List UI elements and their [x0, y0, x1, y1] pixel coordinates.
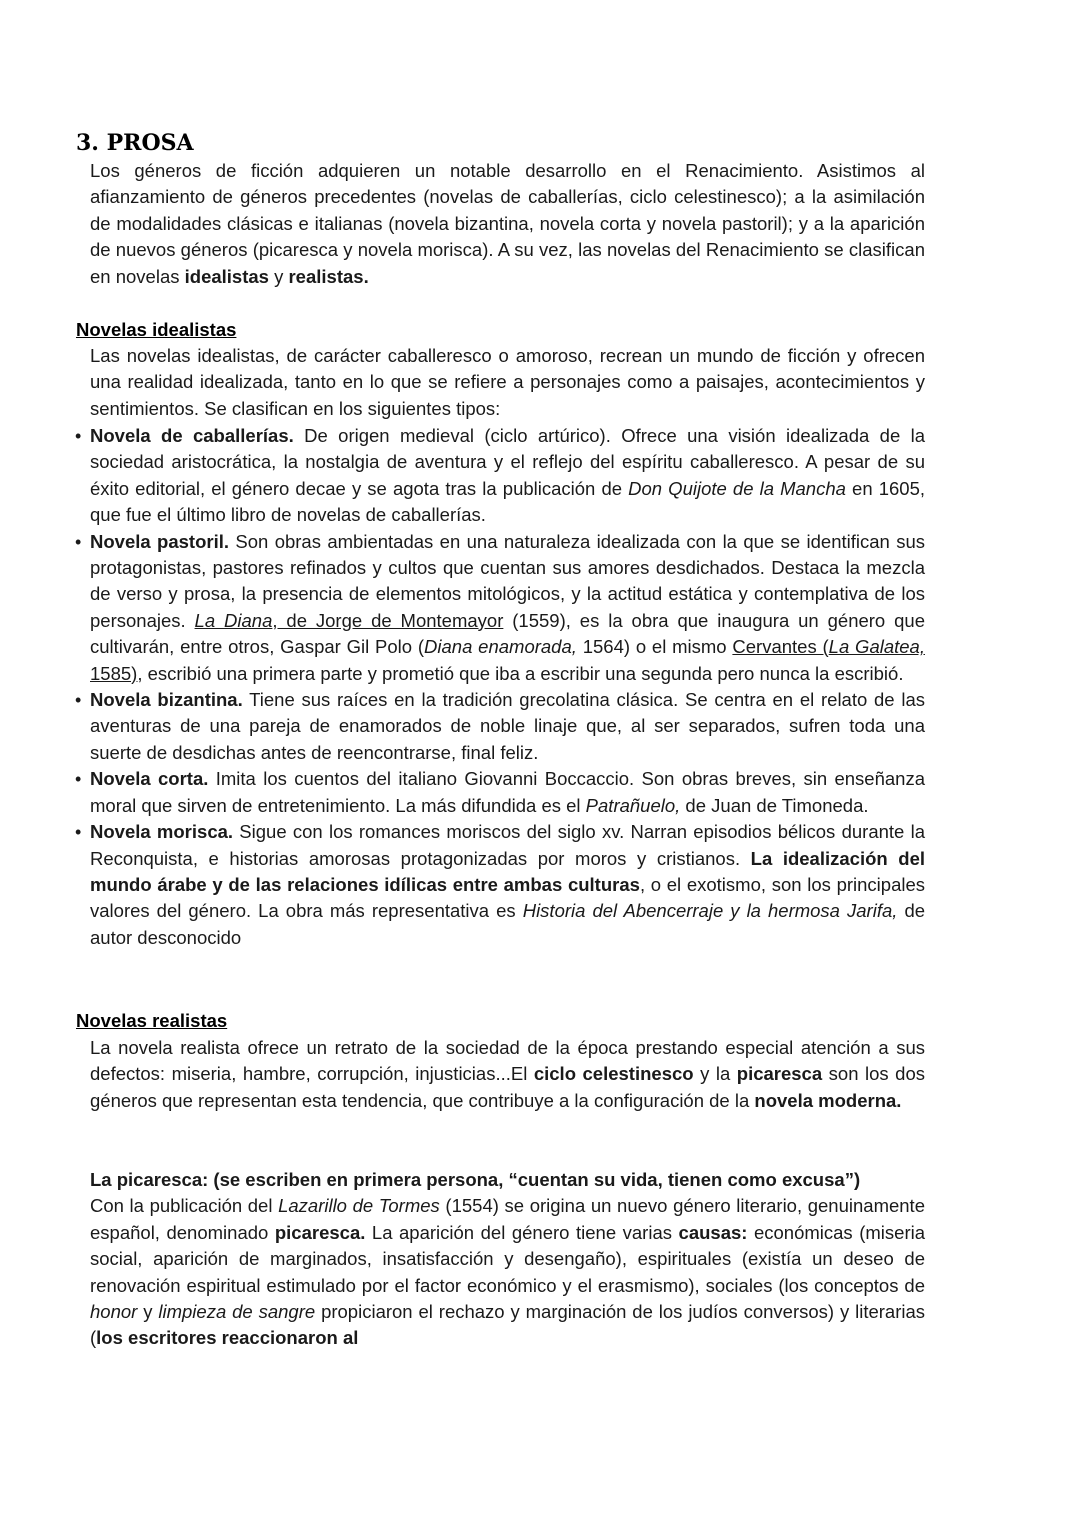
- section-title: 3. PROSA: [76, 130, 194, 156]
- list-item-pastoril: • Novela pastoril. Son obras ambientadas en una naturaleza idealizada con la que se identifican sus protagonistas, pastores refinados y cultos que cuentan sus amores desdichados. Destaca la mezcla de verso y prosa, la presencia de elementos mitológicos, y la actitud estática y contemplativa de los personajes. La Diana, de Jorge de Montemayor (1559), es la obra que inaugura un género que cultivarán, entre otros, Gaspar Gil Polo (Diana enamorada, 1564) o el mismo Cervantes (La Galatea, 1585), escribió una primera parte y prometió que iba a escribir una segunda pero nunca la escribió.: [76, 529, 925, 687]
- idealistas-intro: Las novelas idealistas, de carácter caballeresco o amoroso, recrean un mundo de ficción y ofrecen una realidad idealizada, tanto en lo que se refiere a personajes como a paisajes, acontecimientos y sentimientos. Se clasifican en los siguientes tipos:: [90, 345, 925, 419]
- picaresca-heading: La picaresca: (se escriben en primera persona, “cuentan su vida, tienen como excusa”): [90, 1169, 861, 1190]
- list-item-caballerias: • Novela de caballerías. De origen medieval (ciclo artúrico). Ofrece una visión idealizada de la sociedad aristocrática, la nostalgia de aventura y el reflejo del espíritu caballeresco. A pesar de su éxito editorial, el género decae y se agota tras la publicación de Don Quijote de la Mancha en 1605, que fue el último libro de novelas de caballerías.: [76, 423, 925, 529]
- realistas-heading: Novelas realistas: [76, 1010, 228, 1031]
- list-item-bizantina: • Novela bizantina. Tiene sus raíces en la tradición grecolatina clásica. Se centra en el relato de las aventuras de una pareja de enamorados de noble linaje que, al ser separados, sufren toda una suerte de desdichas antes de reencontrarse, final feliz.: [76, 687, 925, 766]
- list-item-morisca: • Novela morisca. Sigue con los romances moriscos del siglo xv. Narran episodios bélicos durante la Reconquista, e historias amorosas protagonizadas por moros y cristianos. La idealización del mundo árabe y de las relaciones idílicas entre ambas culturas, o el exotismo, son los principales valores del género. La obra más representativa es Historia del Abencerraje y la hermosa Jarifa, de autor desconocido: [76, 819, 925, 951]
- idealistas-list: [76, 423, 925, 951]
- intro-paragraph: Los géneros de ficción adquieren un notable desarrollo en el Renacimiento. Asistimos al afianzamiento de géneros precedentes (novelas de caballerías, ciclo celestinesco); a la asimilación de modalidades clásicas e italianas (novela bizantina, novela corta y novela pastoril); y a la aparición de nuevos géneros (picaresca y novela morisca). A su vez, las novelas del Renacimiento se clasifican en novelas idealistas y realistas.: [90, 160, 925, 287]
- idealistas-heading: Novelas idealistas: [76, 319, 237, 340]
- list-item-corta: • Novela corta. Imita los cuentos del italiano Giovanni Boccaccio. Son obras breves, sin enseñanza moral que sirven de entretenimiento. La más difundida es el Patrañuelo, de Juan de Timoneda.: [76, 766, 925, 819]
- picaresca-paragraph: La picaresca: (se escriben en primera persona, “cuentan su vida, tienen como excusa”) Con la publicación del Lazarillo de Tormes (1554) se origina un nuevo género literario, genuinamente español, denominado picaresca. La aparición del género tiene varias causas: económicas (miseria social, aparición de marginados, insatisfacción y desengaño), espirituales (existía un deseo de renovación espiritual estimulado por el factor económico y el erasmismo), sociales (los conceptos de honor y limpieza de sangre propiciaron el rechazo y marginación de los judíos conversos) y literarias (los escritores reaccionaron al: [90, 1169, 926, 1349]
- realistas-intro: La novela realista ofrece un retrato de la sociedad de la época prestando especial atención a sus defectos: miseria, hambre, corrupción, injusticias...El ciclo celestinesco y la picaresca son los dos géneros que representan esta tendencia, que contribuye a la configuración de la novela moderna.: [90, 1037, 925, 1111]
